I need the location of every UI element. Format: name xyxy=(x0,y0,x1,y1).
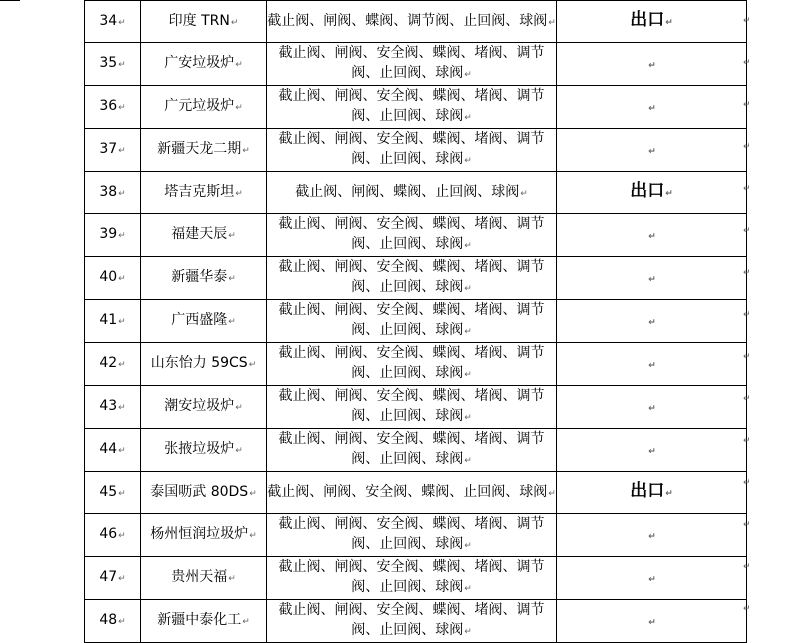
table-row xyxy=(85,86,747,129)
project-name-cell xyxy=(141,429,267,472)
valve-types-cell xyxy=(267,129,557,172)
cell-end-mark: ↵ xyxy=(464,113,472,123)
cell-end-mark: ↵ xyxy=(648,146,656,157)
row-number-cell xyxy=(85,129,141,172)
valve-types-cell xyxy=(267,1,557,43)
valve-types-cell xyxy=(267,514,557,557)
cell-end-mark: ↵ xyxy=(118,360,126,370)
cell-end-mark: ↵ xyxy=(230,17,239,28)
row-end-mark: ↵ xyxy=(743,477,751,488)
row-number-cell xyxy=(85,300,141,343)
cell-end-mark: ↵ xyxy=(228,274,236,284)
cell-end-mark: ↵ xyxy=(118,103,126,113)
note-text: 出口 xyxy=(630,10,665,30)
row-number-cell xyxy=(85,214,141,257)
project-name-text: 潮安垃圾炉 xyxy=(164,398,235,414)
note-cell xyxy=(557,557,747,600)
cell-end-mark: ↵ xyxy=(648,231,656,242)
cell-end-mark: ↵ xyxy=(648,360,656,371)
top-border-stub-left xyxy=(0,0,20,3)
cell-end-mark: ↵ xyxy=(464,627,472,637)
table-row xyxy=(85,514,747,557)
cell-end-mark: ↵ xyxy=(118,146,126,156)
valve-types-cell xyxy=(267,600,557,643)
project-name-cell xyxy=(141,557,267,600)
project-name-cell xyxy=(141,172,267,214)
project-name-cell xyxy=(141,386,267,429)
cell-end-mark: ↵ xyxy=(464,584,472,594)
cell-end-mark: ↵ xyxy=(118,17,126,28)
row-number-cell xyxy=(85,600,141,643)
table-row xyxy=(85,43,747,86)
row-end-mark: ↵ xyxy=(743,435,751,446)
project-name-cell xyxy=(141,1,267,43)
cell-end-mark: ↵ xyxy=(648,446,656,457)
cell-end-mark: ↵ xyxy=(242,617,250,627)
row-number-text: 38 xyxy=(99,183,118,200)
valve-types-cell xyxy=(267,300,557,343)
valve-types-cell xyxy=(267,86,557,129)
cell-end-mark: ↵ xyxy=(228,231,236,241)
valve-types-text: 截止阀、闸阀、安全阀、蝶阀、堵阀、调节阀、止回阀、球阀 xyxy=(278,131,545,167)
row-end-mark: ↵ xyxy=(743,267,751,278)
cell-end-mark: ↵ xyxy=(648,274,656,285)
note-cell xyxy=(557,129,747,172)
table-row xyxy=(85,129,747,172)
project-name-text: 广西盛隆 xyxy=(171,312,228,328)
valve-types-text: 截止阀、闸阀、安全阀、蝶阀、堵阀、调节阀、止回阀、球阀 xyxy=(278,259,545,295)
cell-end-mark: ↵ xyxy=(464,241,472,251)
row-number-cell xyxy=(85,86,141,129)
valve-types-cell xyxy=(267,386,557,429)
cell-end-mark: ↵ xyxy=(520,188,528,199)
note-cell xyxy=(557,172,747,214)
row-number-text: 46 xyxy=(99,526,118,542)
row-number-cell xyxy=(85,386,141,429)
note-cell xyxy=(557,514,747,557)
cell-end-mark: ↵ xyxy=(235,446,243,456)
note-cell xyxy=(557,600,747,643)
row-end-mark: ↵ xyxy=(743,309,751,320)
row-end-mark: ↵ xyxy=(743,99,751,110)
cell-end-mark: ↵ xyxy=(118,231,126,241)
table-row xyxy=(85,257,747,300)
cell-end-mark: ↵ xyxy=(228,317,236,327)
project-name-text: 印度 TRN xyxy=(168,12,230,29)
project-name-text: 杨州恒润垃圾炉 xyxy=(150,526,249,542)
row-number-text: 34 xyxy=(99,12,118,29)
valve-types-text: 截止阀、闸阀、安全阀、蝶阀、堵阀、调节阀、止回阀、球阀 xyxy=(278,559,545,595)
row-number-text: 43 xyxy=(99,398,118,414)
valve-types-cell xyxy=(267,172,557,214)
table-row xyxy=(85,429,747,472)
cell-end-mark: ↵ xyxy=(464,327,472,337)
project-name-text: 泰国呖武 80DS xyxy=(150,483,249,500)
project-name-text: 新疆中泰化工 xyxy=(157,612,242,628)
row-number-text: 36 xyxy=(99,98,118,114)
row-number-text: 47 xyxy=(99,569,118,585)
row-end-mark: ↵ xyxy=(743,393,751,404)
cell-end-mark: ↵ xyxy=(118,488,126,499)
valve-project-table xyxy=(84,0,747,643)
cell-end-mark: ↵ xyxy=(464,541,472,551)
row-end-mark: ↵ xyxy=(743,225,751,236)
note-cell xyxy=(557,257,747,300)
valve-types-text: 截止阀、闸阀、安全阀、蝶阀、堵阀、调节阀、止回阀、球阀 xyxy=(278,431,545,467)
row-end-mark: ↵ xyxy=(743,561,751,572)
cell-end-mark: ↵ xyxy=(648,103,656,114)
project-name-cell xyxy=(141,129,267,172)
valve-types-text: 截止阀、闸阀、安全阀、蝶阀、止回阀、球阀 xyxy=(267,483,548,500)
valve-types-cell xyxy=(267,257,557,300)
project-name-text: 山东怡力 59CS xyxy=(150,355,248,371)
row-number-cell xyxy=(85,257,141,300)
valve-types-cell xyxy=(267,214,557,257)
cell-end-mark: ↵ xyxy=(648,403,656,414)
valve-types-text: 截止阀、闸阀、安全阀、蝶阀、堵阀、调节阀、止回阀、球阀 xyxy=(278,45,545,81)
table-row xyxy=(85,386,747,429)
table-row xyxy=(85,600,747,643)
valve-types-cell xyxy=(267,429,557,472)
note-cell xyxy=(557,386,747,429)
row-number-text: 42 xyxy=(99,355,118,371)
table-row xyxy=(85,472,747,514)
cell-end-mark: ↵ xyxy=(118,274,126,284)
row-number-cell xyxy=(85,343,141,386)
project-name-cell xyxy=(141,86,267,129)
valve-types-text: 截止阀、闸阀、蝶阀、调节阀、止回阀、球阀 xyxy=(267,12,548,29)
project-name-cell xyxy=(141,214,267,257)
project-name-cell xyxy=(141,472,267,514)
cell-end-mark: ↵ xyxy=(464,413,472,423)
project-name-text: 塔吉克斯坦 xyxy=(164,183,235,200)
cell-end-mark: ↵ xyxy=(665,489,673,499)
valve-types-text: 截止阀、闸阀、安全阀、蝶阀、堵阀、调节阀、止回阀、球阀 xyxy=(278,302,545,338)
cell-end-mark: ↵ xyxy=(648,317,656,328)
row-end-mark: ↵ xyxy=(743,183,751,194)
cell-end-mark: ↵ xyxy=(118,531,126,541)
table-row xyxy=(85,172,747,214)
cell-end-mark: ↵ xyxy=(648,531,656,542)
note-cell xyxy=(557,43,747,86)
valve-types-cell xyxy=(267,472,557,514)
cell-end-mark: ↵ xyxy=(118,446,126,456)
project-name-text: 贵州天福 xyxy=(171,569,228,585)
table-row xyxy=(85,343,747,386)
valve-types-cell xyxy=(267,343,557,386)
note-cell xyxy=(557,1,747,43)
cell-end-mark: ↵ xyxy=(548,17,556,28)
cell-end-mark: ↵ xyxy=(648,60,656,71)
table-row xyxy=(85,557,747,600)
table-row xyxy=(85,214,747,257)
row-number-cell xyxy=(85,172,141,214)
note-cell xyxy=(557,300,747,343)
valve-types-cell xyxy=(267,43,557,86)
project-name-text: 福建天辰 xyxy=(171,226,228,242)
row-number-cell xyxy=(85,557,141,600)
row-number-cell xyxy=(85,514,141,557)
project-name-cell xyxy=(141,257,267,300)
cell-end-mark: ↵ xyxy=(249,488,257,499)
cell-end-mark: ↵ xyxy=(665,189,673,199)
cell-end-mark: ↵ xyxy=(464,456,472,466)
note-cell xyxy=(557,472,747,514)
note-cell xyxy=(557,214,747,257)
row-number-text: 48 xyxy=(99,612,118,628)
valve-project-table-wrapper xyxy=(84,0,747,643)
table-row xyxy=(85,300,747,343)
table-body xyxy=(85,1,747,643)
row-number-text: 35 xyxy=(99,55,118,71)
row-number-cell xyxy=(85,43,141,86)
row-end-mark: ↵ xyxy=(743,57,751,68)
cell-end-mark: ↵ xyxy=(249,531,257,541)
valve-types-cell xyxy=(267,557,557,600)
valve-types-text: 截止阀、闸阀、安全阀、蝶阀、堵阀、调节阀、止回阀、球阀 xyxy=(278,88,545,124)
row-end-mark: ↵ xyxy=(743,141,751,152)
row-number-text: 40 xyxy=(99,269,118,285)
cell-end-mark: ↵ xyxy=(464,156,472,166)
note-text: 出口 xyxy=(630,481,665,501)
cell-end-mark: ↵ xyxy=(118,60,126,70)
project-name-cell xyxy=(141,300,267,343)
note-text: 出口 xyxy=(630,181,665,201)
row-end-mark: ↵ xyxy=(743,15,751,26)
project-name-text: 广元垃圾炉 xyxy=(164,98,235,114)
cell-end-mark: ↵ xyxy=(464,284,472,294)
project-name-cell xyxy=(141,514,267,557)
row-end-mark: ↵ xyxy=(743,603,751,614)
project-name-text: 广安垃圾炉 xyxy=(164,55,235,71)
valve-types-text: 截止阀、闸阀、蝶阀、止回阀、球阀 xyxy=(295,183,520,200)
row-end-mark: ↵ xyxy=(743,351,751,362)
cell-end-mark: ↵ xyxy=(228,574,236,584)
cell-end-mark: ↵ xyxy=(648,617,656,628)
row-end-mark: ↵ xyxy=(743,519,751,530)
valve-types-text: 截止阀、闸阀、安全阀、蝶阀、堵阀、调节阀、止回阀、球阀 xyxy=(278,216,545,252)
project-name-text: 张掖垃圾炉 xyxy=(164,441,235,457)
valve-types-text: 截止阀、闸阀、安全阀、蝶阀、堵阀、调节阀、止回阀、球阀 xyxy=(278,516,545,552)
note-cell xyxy=(557,429,747,472)
project-name-cell xyxy=(141,43,267,86)
row-number-text: 44 xyxy=(99,441,118,457)
cell-end-mark: ↵ xyxy=(118,188,126,199)
cell-end-mark: ↵ xyxy=(248,360,257,370)
note-cell xyxy=(557,343,747,386)
cell-end-mark: ↵ xyxy=(235,60,243,70)
project-name-cell xyxy=(141,600,267,643)
row-number-text: 37 xyxy=(99,141,118,157)
cell-end-mark: ↵ xyxy=(118,574,126,584)
cell-end-mark: ↵ xyxy=(118,403,126,413)
cell-end-mark: ↵ xyxy=(235,403,243,413)
project-name-text: 新疆华泰 xyxy=(171,269,228,285)
valve-types-text: 截止阀、闸阀、安全阀、蝶阀、堵阀、调节阀、止回阀、球阀 xyxy=(278,602,545,638)
cell-end-mark: ↵ xyxy=(464,370,472,380)
cell-end-mark: ↵ xyxy=(548,488,556,499)
row-number-cell xyxy=(85,472,141,514)
cell-end-mark: ↵ xyxy=(464,70,472,80)
row-number-cell xyxy=(85,1,141,43)
cell-end-mark: ↵ xyxy=(118,617,126,627)
row-number-text: 39 xyxy=(99,226,118,242)
cell-end-mark: ↵ xyxy=(665,18,673,28)
valve-types-text: 截止阀、闸阀、安全阀、蝶阀、堵阀、调节阀、止回阀、球阀 xyxy=(278,345,545,381)
cell-end-mark: ↵ xyxy=(235,103,243,113)
row-number-cell xyxy=(85,429,141,472)
cell-end-mark: ↵ xyxy=(242,146,250,156)
row-number-text: 45 xyxy=(99,483,118,500)
project-name-text: 新疆天龙二期 xyxy=(157,141,242,157)
row-number-text: 41 xyxy=(99,312,118,328)
table-row xyxy=(85,1,747,43)
cell-end-mark: ↵ xyxy=(235,188,243,199)
valve-types-text: 截止阀、闸阀、安全阀、蝶阀、堵阀、调节阀、止回阀、球阀 xyxy=(278,388,545,424)
cell-end-mark: ↵ xyxy=(118,317,126,327)
project-name-cell xyxy=(141,343,267,386)
cell-end-mark: ↵ xyxy=(648,574,656,585)
note-cell xyxy=(557,86,747,129)
